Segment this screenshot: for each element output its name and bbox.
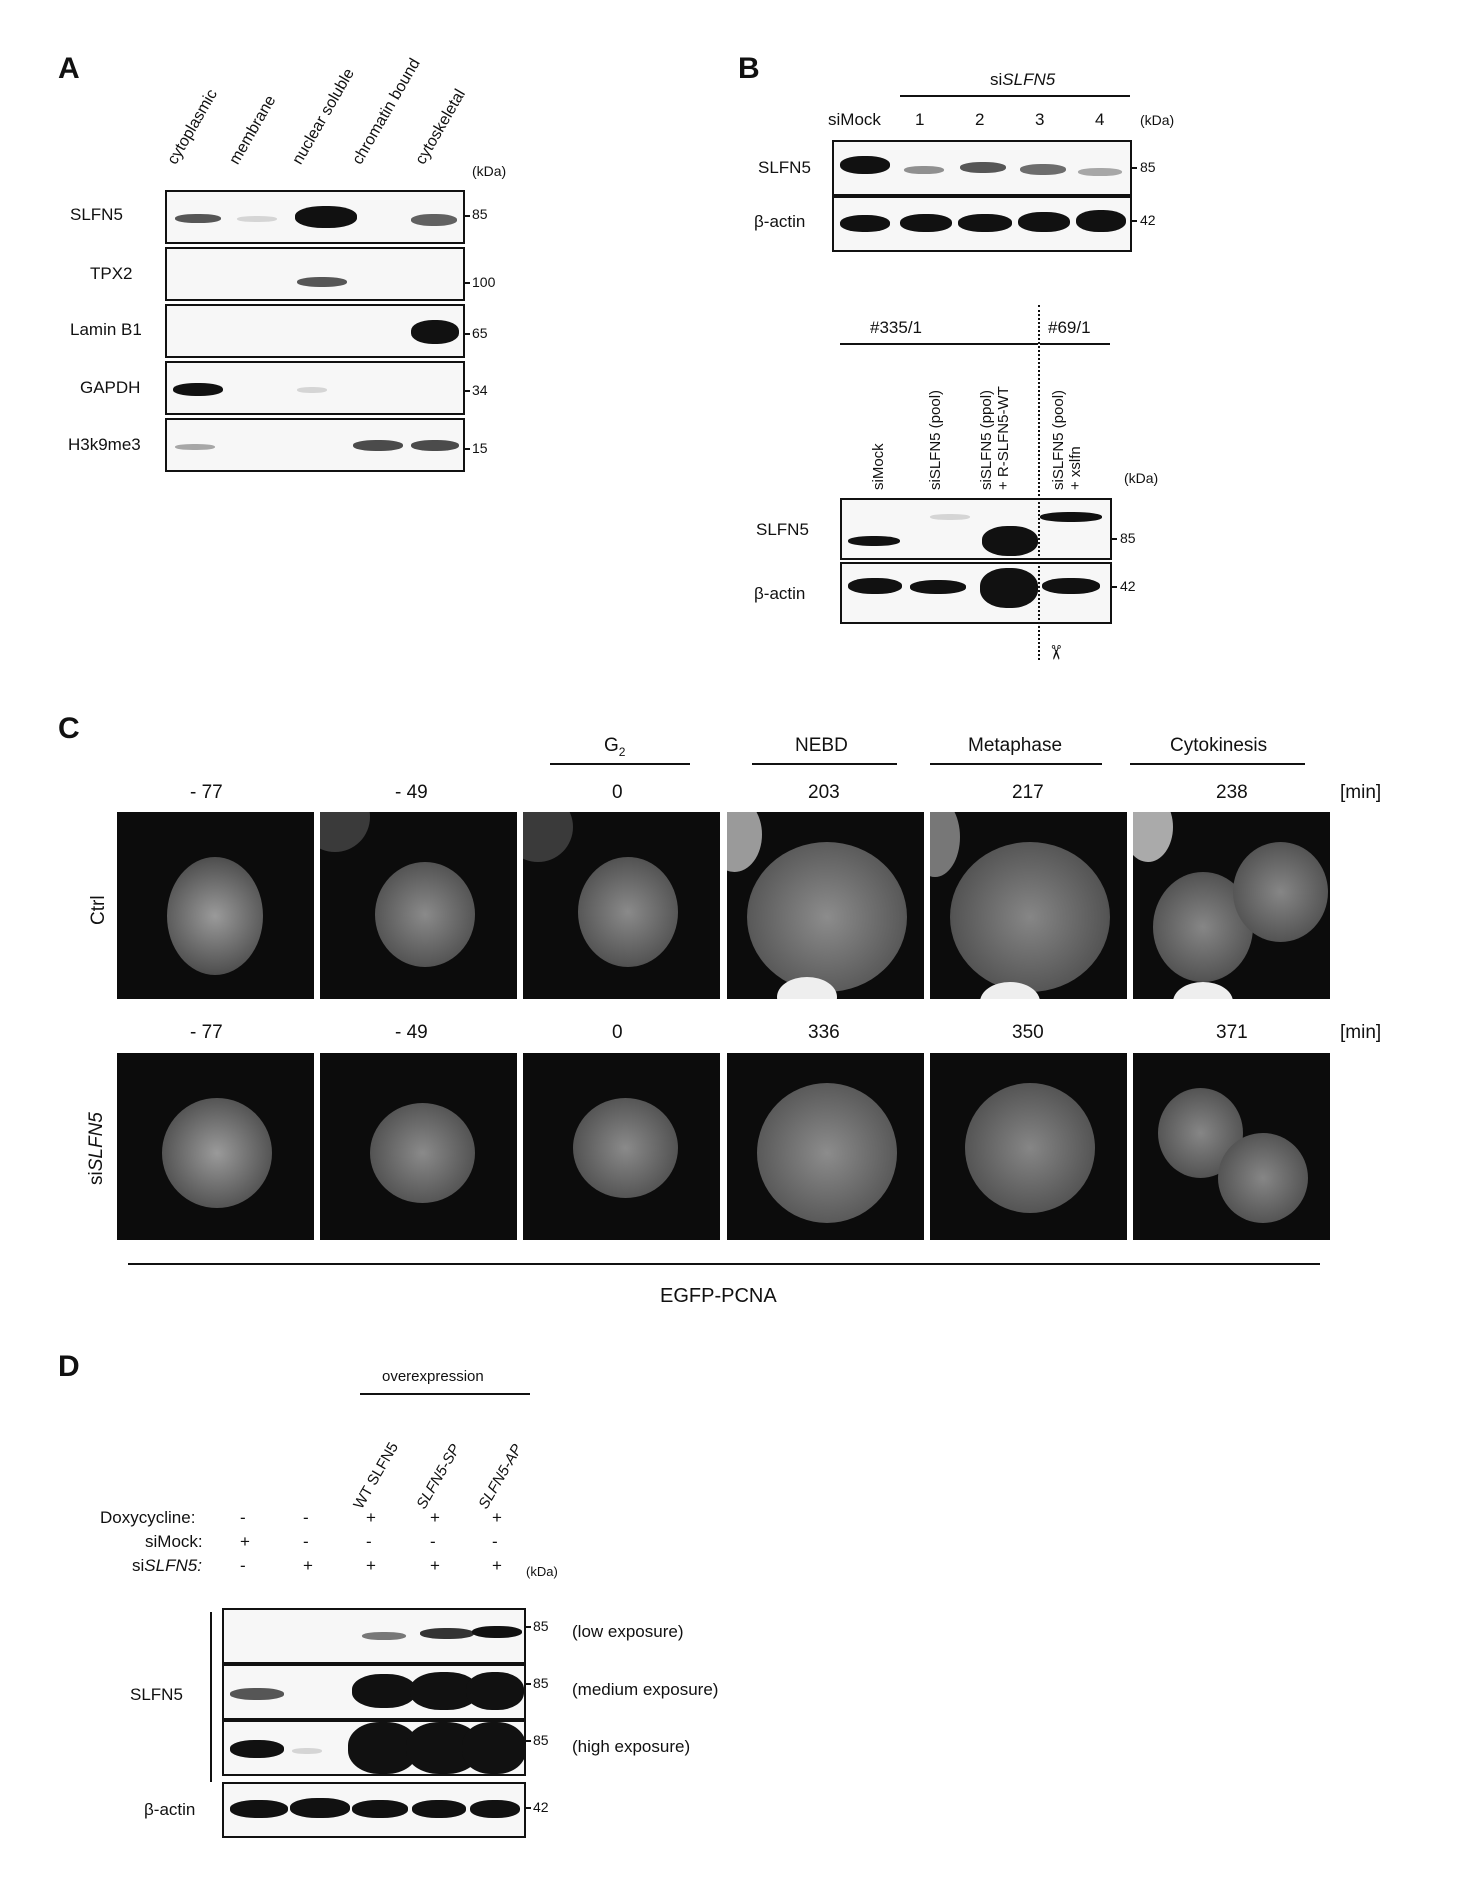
blot-b-actin	[832, 196, 1132, 252]
mw-marker: 34	[472, 382, 488, 398]
ctrl-frame-5	[930, 812, 1127, 999]
time-label: 350	[1012, 1022, 1044, 1043]
panel-label-a: A	[58, 52, 80, 85]
time-label: 238	[1216, 782, 1248, 803]
blot-h3k9me3	[165, 418, 465, 472]
condition-value: +	[492, 1556, 502, 1575]
mw-marker: 85	[533, 1675, 549, 1691]
row-label: TPX2	[90, 264, 133, 283]
lane-label: siSLFN5 (pool)	[927, 389, 944, 490]
mw-marker: 42	[533, 1799, 549, 1815]
lane-label: siMock	[870, 443, 887, 490]
group-label-335: #335/1	[870, 318, 922, 337]
row-label-slfn5: SLFN5	[130, 1685, 183, 1704]
condition-label-sislfn5: siSLFN5:	[132, 1556, 202, 1575]
blot-b2-slfn5	[840, 498, 1112, 560]
time-label: - 77	[190, 782, 223, 803]
si-frame-3	[523, 1053, 720, 1240]
construct-label: SLFN5-AP	[475, 1441, 526, 1512]
condition-value: -	[366, 1532, 372, 1551]
mw-marker: 85	[533, 1732, 549, 1748]
construct-label: SLFN5-SP	[413, 1441, 464, 1512]
mw-marker: 85	[472, 206, 488, 222]
blot-b-slfn5	[832, 140, 1132, 196]
lane-label: siMock	[828, 110, 881, 129]
footer-label: EGFP-PCNA	[660, 1285, 777, 1307]
blot-b2-actin	[840, 562, 1112, 624]
ctrl-frame-6	[1133, 812, 1330, 999]
time-label: 336	[808, 1022, 840, 1043]
row-label: H3k9me3	[68, 435, 141, 454]
lane-label: 3	[1035, 110, 1045, 129]
group-label-overexpression: overexpression	[382, 1368, 484, 1385]
blot-d-actin	[222, 1782, 526, 1838]
blot-d-high	[222, 1720, 526, 1776]
time-label: - 77	[190, 1022, 223, 1043]
si-frame-1	[117, 1053, 314, 1240]
scissors-icon: ✂	[1043, 644, 1066, 661]
time-label: 371	[1216, 1022, 1248, 1043]
blot-tpx2	[165, 247, 465, 301]
lane-label: siSLFN5 (ppol) + R-SLFN5-WT	[978, 386, 1012, 490]
condition-value: -	[240, 1508, 246, 1527]
column-label: chromatin bound	[349, 55, 424, 168]
column-label: cytoplasmic	[164, 86, 221, 168]
panel-label-c: C	[58, 712, 80, 745]
si-frame-4	[727, 1053, 924, 1240]
condition-value: +	[366, 1556, 376, 1575]
row-label: Lamin B1	[70, 320, 142, 339]
condition-value: -	[303, 1508, 309, 1527]
si-frame-5	[930, 1053, 1127, 1240]
condition-value: +	[240, 1532, 250, 1551]
row-label: β-actin	[754, 584, 806, 603]
lane-separator	[1038, 305, 1040, 660]
row-label: β-actin	[754, 212, 806, 231]
time-unit-label: [min]	[1340, 1022, 1382, 1043]
blot-lamin-b1	[165, 304, 465, 358]
ctrl-frame-1	[117, 812, 314, 999]
exposure-label: (medium exposure)	[572, 1680, 719, 1699]
kda-unit-label: (kDa)	[1140, 112, 1175, 128]
condition-value: +	[430, 1556, 440, 1575]
mw-marker: 85	[1140, 159, 1156, 175]
phase-label: Cytokinesis	[1170, 735, 1268, 756]
time-label: - 49	[395, 782, 428, 803]
lane-label: 2	[975, 110, 985, 129]
time-unit-label: [min]	[1340, 782, 1382, 803]
ctrl-frame-3	[523, 812, 720, 999]
row-label: SLFN5	[70, 205, 123, 224]
phase-label: $G_2$	[604, 735, 626, 759]
ctrl-frame-4	[727, 812, 924, 999]
row-label-actin: β-actin	[144, 1800, 196, 1819]
ctrl-frame-2	[320, 812, 517, 999]
condition-label: siMock:	[145, 1532, 203, 1551]
condition-value: -	[303, 1532, 309, 1551]
lane-label: 1	[915, 110, 925, 129]
mw-marker: 85	[533, 1618, 549, 1634]
blot-slfn5	[165, 190, 465, 244]
blot-d-low	[222, 1608, 526, 1664]
condition-value: +	[492, 1508, 502, 1527]
row-label: GAPDH	[80, 378, 141, 397]
condition-value: -	[492, 1532, 498, 1551]
condition-value: -	[430, 1532, 436, 1551]
time-label: 203	[808, 782, 840, 803]
lane-label: 4	[1095, 110, 1105, 129]
panel-label-d: D	[58, 1350, 80, 1383]
column-label: cytoskeletal	[412, 86, 469, 168]
time-label: 217	[1012, 782, 1044, 803]
panel-label-b: B	[738, 52, 760, 85]
mw-marker: 85	[1120, 530, 1136, 546]
column-label: nuclear soluble	[289, 65, 358, 168]
condition-value: +	[430, 1508, 440, 1527]
time-label: 0	[612, 1022, 623, 1043]
blot-d-medium	[222, 1664, 526, 1720]
mw-marker: 42	[1140, 212, 1156, 228]
row-label: SLFN5	[758, 158, 811, 177]
condition-label: Doxycycline:	[100, 1508, 196, 1527]
mw-marker: 100	[472, 274, 496, 290]
si-frame-6	[1133, 1053, 1330, 1240]
group-label-sislfn5: siSLFN5	[990, 70, 1056, 89]
blot-gapdh	[165, 361, 465, 415]
exposure-label: (high exposure)	[572, 1737, 691, 1756]
phase-label: NEBD	[795, 735, 848, 756]
group-label-69: #69/1	[1048, 318, 1091, 337]
row-label: SLFN5	[756, 520, 809, 539]
construct-label: WT SLFN5	[350, 1439, 402, 1512]
kda-unit-label: (kDa)	[526, 1564, 558, 1579]
condition-value: +	[303, 1556, 313, 1575]
row-label-ctrl: Ctrl	[88, 895, 109, 925]
mw-marker: 42	[1120, 578, 1136, 594]
mw-marker: 65	[472, 325, 488, 341]
mw-marker: 15	[472, 440, 488, 456]
phase-label: Metaphase	[968, 735, 1063, 756]
time-label: 0	[612, 782, 623, 803]
condition-value: +	[366, 1508, 376, 1527]
si-frame-2	[320, 1053, 517, 1240]
kda-unit-label: (kDa)	[1124, 470, 1159, 486]
lane-label: siSLFN5 (pool) + xslfn	[1050, 389, 1084, 490]
kda-unit-label: (kDa)	[472, 163, 507, 179]
row-label-sislfn5: siSLFN5	[86, 1112, 107, 1185]
condition-value: -	[240, 1556, 246, 1575]
time-label: - 49	[395, 1022, 428, 1043]
column-label: membrane	[226, 92, 280, 168]
exposure-label: (low exposure)	[572, 1622, 684, 1641]
